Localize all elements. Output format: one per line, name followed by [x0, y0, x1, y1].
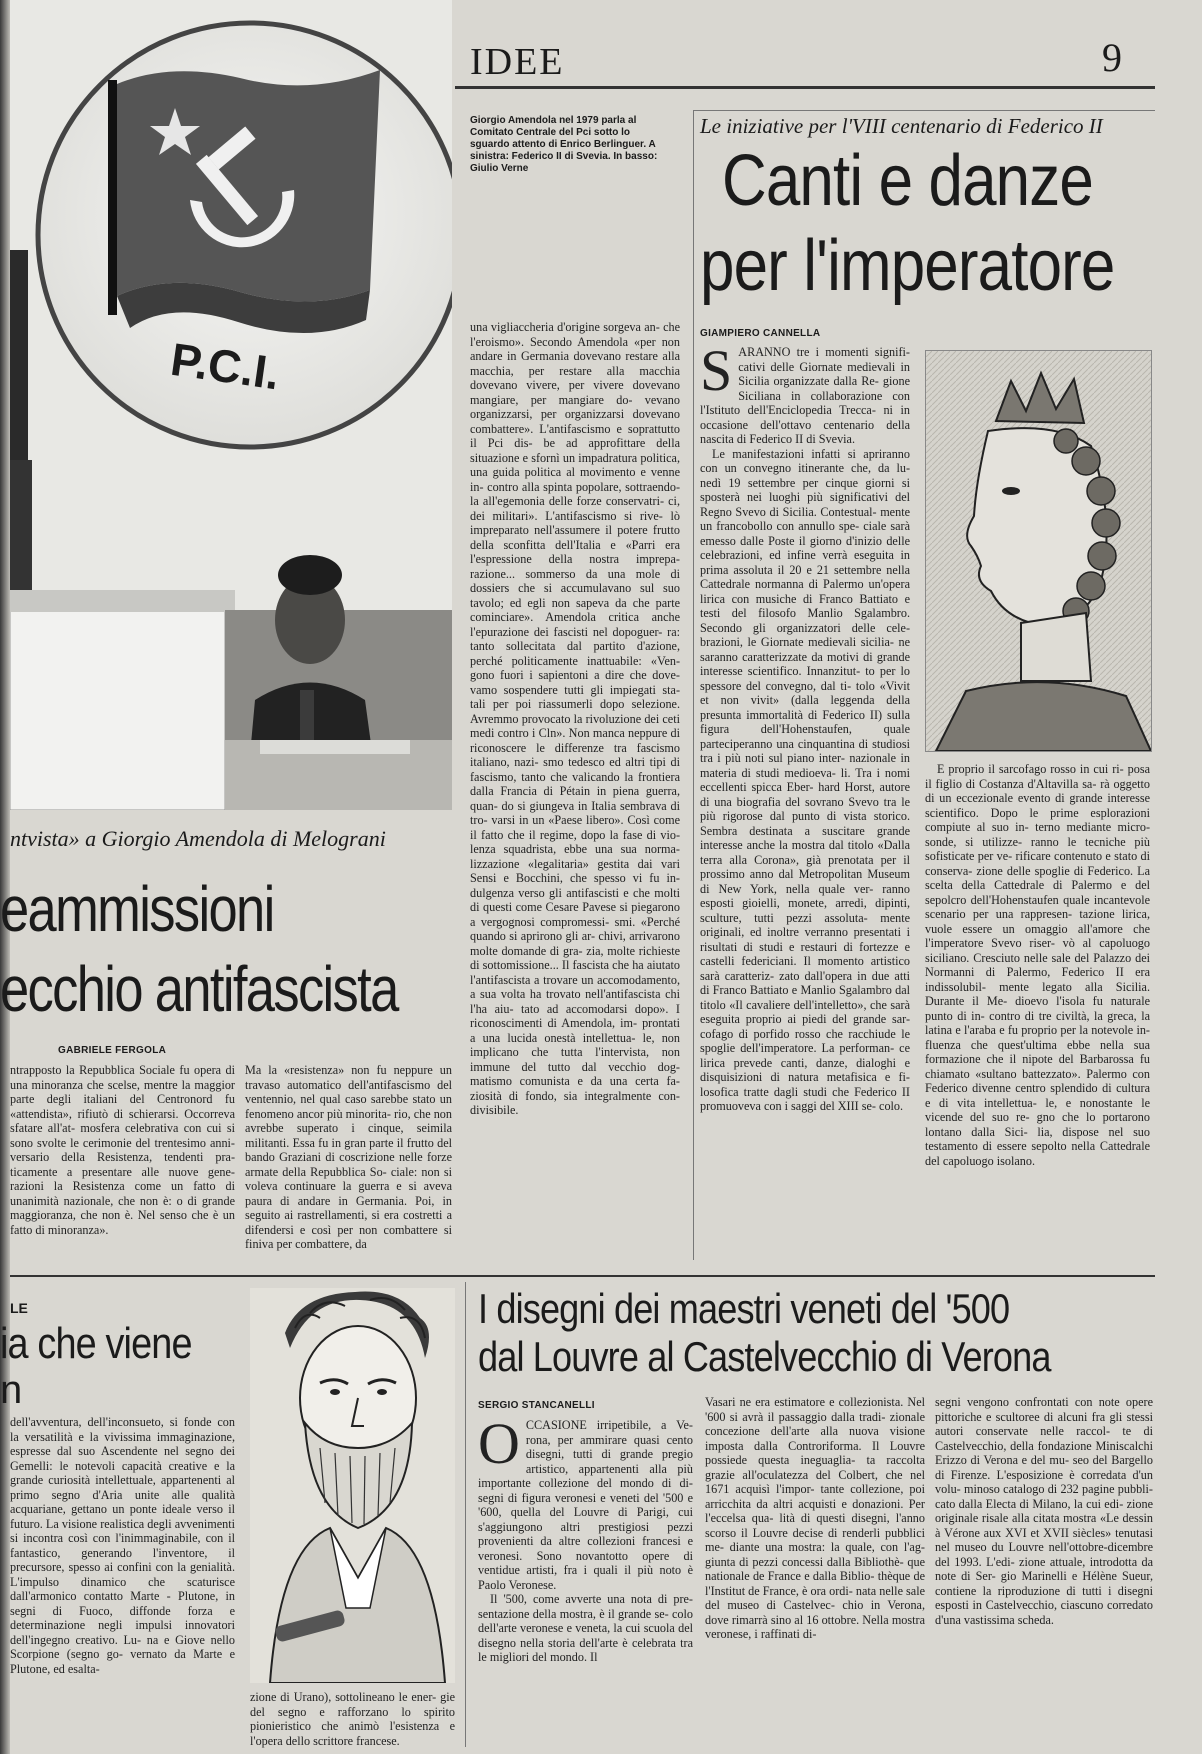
- verne-illustration: [250, 1288, 455, 1683]
- bottom-left-kicker: LE: [10, 1300, 28, 1316]
- right-article-kicker: Le iniziative per l'VIII centenario di Federico II: [700, 114, 1103, 138]
- bottom-right-byline: SERGIO STANCANELLI: [478, 1400, 595, 1411]
- left-article-kicker: ntvista» a Giorgio Amendola di Melograni: [10, 826, 386, 851]
- right-article-dropcap: S: [700, 345, 733, 403]
- bottom-right-col-3: [935, 1395, 1153, 1750]
- right-article-left-border: [693, 110, 694, 1260]
- middle-article-body: una vigliaccheria d'origine sorgeva an- che l'eroismo». Secondo Amendola «per non andare in Germania dovevano restare alla macchia, per restare alla macchia dovevano vivere, per vivere dovevano mangiare, per mangiare do- vevano organizzarsi, per organizzarsi dovevano combattere». L'antifascismo e soprattutto il Pci dis- be ad approfittare della situazione e sfornì un impadratura politica, una guida politica al movimento e venne in- contro alla spinta popolare, sottraendo- la all'egemonia delle forze conservatri- ci, dei militari». L'antifascismo si rive- lò impreparato nell'assumere il potere frutto della sconfitta dell'Italia e «Parri era l'espressione della nostra imprepa- razione... sommerso da una mole di dossiers che si accumulavano sul suo tavolo; ed egli non sapeva da che parte cominciare». Amendola critica anche l'epurazione dei fascisti nel dopoguer- ra: tanto sollecitata dal partito d'azione, perché politicamente inattuabile: «Ven- gono fuori i sapientoni a dire che dove- vamo sospendere tutti gli impiegati sta- tali per poi riassumerli dopo selezione. Avremmo provocato la rivoluzione dei ceti medi contro i Cln». Non manca neppure di riconoscere le differenze tra fascismo italiano, nazi- smo tedesco ed altri tipi di fascismo, tanto che valicando la frontiera dalla Francia di Pétain in piena guerra, quan- do si giungeva in Italia sembrava di tro- varsi in un «Paese libero». Così come il fatto che il regime, dopo la fase di vio- lenza squadrista, ebbe una sua norma- lizzazione «legalitaria» gestita dai vari Sensi e Bocchini, che spesso vi fu in- dulgenza verso gli antifascisti e che molti di questi come Cesare Pavese si piegarono a vergognosi compromessi- smi. «Perché quando si aprirono gli ar- chivi, arrivarono molte domande di gra- zia, molte richieste di sottomissione... Il fascista che ha aiutato l'antifascista a trovare un accomodamento, a sua volta ha trovato nell'antifascista chi l'ha aiu- tato ad accomodarsi dopo». I riconoscimenti di Amendola, im- prontati a una lucida onestà intellettua- le, non implicano che tutta l'intervista, non immune del tutto dal vecchio dog- matismo comunista e da una certa fa- ziosità di fondo, sia integralmente con- divisibile.: [470, 320, 680, 1117]
- right-article-col-2: [925, 762, 1150, 1262]
- bottom-right-body-1: Il '500, come avverte una nota di pre- sentazione della mostra, è il grande se- colo dell'arte veronese e veneta, la cui scuola del disegno nella storia dell'arte è celebrata tra le migliori del mondo. Il: [478, 1592, 693, 1664]
- section-divider: [10, 1275, 1155, 1277]
- right-article-byline: GIAMPIERO CANNELLA: [700, 328, 821, 339]
- bottom-right-body-3: segni vengono confrontati con note opere pittoriche e scultoree di alcuni fra gli stessi autori conservate nelle raccol- te di Castelvecchio, della fondazione Miniscalchi Erizzo di Verona e del mu- seo del Bargello di Firenze. L'esposizione è corredata d'un volu- minoso catalogo di 232 pagine pubbli- cato dalla Electa di Milano, la cui edi- zione originale risale alla citata mostra «Le dessin à Vérone aux XVI et XVII siècles» tenutasi nel museo du Louvre nell'ottobre-dicembre del 1993. L'edi- zione attuale, introdotta da note di Ser- gio Marinelli e Hélène Sueur, contiene la riproduzione di tutti i disegni esposti in Castelvecchio, ciascuno corredato d'una vastissima scheda.: [935, 1395, 1153, 1627]
- bottom-right-col-2: [705, 1395, 925, 1750]
- bottom-left-caption-body: zione di Urano), sottolineano le ener- gie del segno e rafforzano lo spirito pionieristico che animò l'esistenza e l'opera dello scrittore francese.: [250, 1690, 455, 1748]
- bottom-right-dropcap: O: [478, 1418, 520, 1476]
- right-article-headline-2: per l'imperatore: [700, 226, 1115, 306]
- pci-logo-icon: [10, 0, 452, 810]
- bottom-left-headline-2: n: [0, 1368, 23, 1412]
- left-article-col-2: [245, 1063, 452, 1273]
- section-header: [470, 40, 1202, 84]
- right-article-col-1: [700, 345, 910, 1260]
- bottom-left-caption-col: [250, 1690, 455, 1750]
- photo-caption: Giorgio Amendola nel 1979 parla al Comitato Centrale del Pci sotto lo sguardo attento di Enrico Berlinguer. A sinistra: Federico II di Svevia. In basso: Giulio Verne: [470, 115, 658, 174]
- right-article-top-border: [693, 110, 1155, 111]
- photo-pci-congress: [10, 0, 452, 810]
- bottom-left-col: [10, 1415, 235, 1745]
- bottom-right-headline-1: I disegni dei maestri veneti del '500: [478, 1285, 1010, 1332]
- right-article-headline-1: Canti e danze: [722, 141, 1093, 221]
- right-article-body-1: Le manifestazioni infatti si apriranno con un convegno itinerante che, da lu- nedì 19 settembre per cinque giorni si sposterà nei luoghi più significativi del Regno Svevo di Sicilia. Contestual- mente un francobollo con annullo spe- ciale sarà emesso dalle Poste il giorno d'inizio delle celebrazioni, ed infine verrà eseguita in prima assoluta il 20 e 21 settembre nella Cattedrale normanna di Palermo un'opera lirica con musiche di Franco Battiato e testi del filosofo Manlio Sgalambro. Secondo gli organizzatori delle cele- brazioni, le Giornate medievali sicilia- ne saranno caratterizzate da motivi di grande interesse scientifico. Innanzitut- to per lo spessore del convegno, dal ti- tolo «Vivit et non vivit» (dalla leggenda della presunta immortalità di Federico II) sulla figura dell'Hohenstaufen, quale parteciperanno una cinquantina di studiosi tra i più noti sul piano inter- nazionale in materia di studi medioeva- li. Tra i nomi eccellenti spicca Eber- hard Horst, autore di una biografia del sovrano Svevo tra le più rigorose dal punto di vista storico. Sembra destinata a suscitare grande interesse anche la mostra dal titolo «Dalla terra alla Corona», già prenotata per il prossimo anno dal Metropolitan Museum di New York, nella quale ver- ranno esposti gioielli, monete, arredi, dipinti, sculture, tutti pezzi assoluta- mente originali, ed inoltre verranno presentati i risultati di studi e restauri di fortezze e castelli federiciani. Il momento artistico sarà caratteriz- zato dall'opera in due atti di Franco Battiato e Manlio Sgalambro dal titolo «Il cavaliere dell'intelletto», che sarà eseguita proprio ai piedi del grande sar- cofago di porfido rosso che racchiude le spoglie dell'imperatore. La performan- ce lirica prevede canti, danze, dialoghi e disquisizioni di natura metafisica e fi- losofica tratte dagli studi che Federico II promuoveva con i saggi del XIII se- colo.: [700, 446, 910, 1113]
- header-rule: [455, 86, 1155, 89]
- bottom-right-lead: CCASIONE irripetibile, a Ve- rona, per ammirare quasi cento disegni, tutti di grande pregio artistico, appartenenti alla più importante collezione del mondo di di- segni di figura veronesi e veneti del '500 e '600, quella del Louvre di Parigi, cui s'aggiungono altri prestigiosi pezzi provenienti da altre collezioni francesi e veronesi. Sono novantotto opere di ventidue artisti, fra i quali il più noto è Paolo Veronese.: [478, 1418, 693, 1592]
- federico-portrait: [925, 350, 1152, 752]
- bottom-divider: [465, 1282, 466, 1747]
- section-title: IDEE: [470, 41, 565, 83]
- left-article-body-1: ntrapposto la Repubblica Sociale fu opera di una minoranza che scelse, mentre la maggior parte degli italiani del Centronord fu «attendista», rifiutò di schierarsi. Occorreva sfatare all'at- mosfera celebrativa con cui si sono svolte le cerimonie del trentesimo anni- versario della Resistenza, tendenti pra- ticamente a presentare alle nuove gene- razioni la Resistenza come un fatto di unanimità nazionale, che non è: o di grande maggioranza, che non è. Nel senso che è un fatto di minoranza».: [10, 1063, 235, 1237]
- bottom-left-body: dell'avventura, dell'inconsueto, si fonde con la versatilità e la vivissima immaginazione, espresse dal suo Ascendente nel segno dei Gemelli: le notevoli capacità creative e la grande curiosità intellettuale, appartenenti al primo segno d'Aria unite alle qualità acquariane, gettano un ponte ideale verso il futuro. La visione realistica degli avvenimenti si incontra così con l'inimmaginabile, con il fantastico, generando l'inventore, il precursore, spesso ai confini con la genialità. L'impulso dinamico che scaturisce dall'armonico contatto Marte - Plutone, in segni di Fuoco, diffonde forza e determinazione negli impulsi innovatori dell'ingegno creativo. Lu- na e Giove nello Scorpione (segno go- vernato da Marte e Plutone, ed esalta-: [10, 1415, 235, 1676]
- left-article-headline-2: ecchio antifascista: [0, 953, 398, 1025]
- bottom-right-col-1: [478, 1418, 693, 1748]
- middle-article-col: [470, 320, 680, 1260]
- right-article-body-2: E proprio il sarcofago rosso in cui ri- posa il figlio di Costanza d'Altavilla sa- rà oggetto di un eccezionale evento di grande interesse scientifico. Dopo le prime esplorazioni compiute al suo in- terno mediante micro-sonde, si utilizze- ranno le tecniche più sofisticate per ve- rificare contenuto e stato di conserva- zione delle spoglie di Federico. La scelta della Cattedrale di Palermo e del sepolcro dell'Hohenstaufen quale incantevole scenario per una rappresen- tazione lirica, vuole essere un omaggio all'amore che l'imperatore Svevo riser- vò al capoluogo siciliano. Cresciuto nelle sale del Palazzo dei Normanni di Palermo, Federico II era indissolubil- mente legato alla Sicilia. Durante il Me- dioevo l'isola fu naturale punto di in- contro di tre civiltà, la greca, la latina e l'araba e fu proprio per la notevole in- fluenza che quest'ultima ebbe nella sua formazione che il nipote del Barbarossa fu chiamato «sultano battezzato». Palermo con Federico divenne centro splendido di cultura e di vita intellettua- le, e nonostante le vicende del suo re- gno che lo portarono lontano dalla Sici- lia, dispose nel suo testamento di essere sepolto nella Cattedrale del capoluogo isolano.: [925, 762, 1150, 1168]
- svg-text:P.C.I.: P.C.I.: [167, 332, 283, 400]
- left-article-headline-1: eammissioni: [0, 873, 274, 945]
- left-article-body-2: Ma la «resistenza» non fu neppure un travaso automatico dell'antifascismo del ventennio, nel qual caso sarebbe stato un fenomeno ancor più minorita- rio, che non avrebbe superato i cinque, seimila militanti. Essa fu in gran parte il frutto del bando Graziani di coscrizione nelle forze armate della Repubblica So- ciale: non si voleva continuare la guerra e si aveva paura di andare in Germania. Poi, in seguito ai rastrellamenti, si era costretti a difendersi e così per non combattere si finiva per combattere, da: [245, 1063, 452, 1251]
- bottom-left-headline-1: ia che viene: [0, 1319, 192, 1368]
- left-article-byline: GABRIELE FERGOLA: [58, 1045, 167, 1056]
- page-number: 9: [1102, 35, 1122, 80]
- right-article-lead: ARANNO tre i momenti signifi- cativi delle Giornate medievali in Sicilia organizzate dalla Re- gione Siciliana in collaborazione con l'Istituto dell'Enciclopedia Trecca- ni in occasione dell'ottavo centenario della nascita di Federico II di Svevia.: [700, 345, 910, 446]
- bottom-right-headline-2: dal Louvre al Castelvecchio di Verona: [478, 1333, 1051, 1380]
- left-article-col-1: [10, 1063, 235, 1273]
- bottom-right-body-2: Vasari ne era estimatore e collezionista. Nel '600 si avrà il passaggio dalla tradi- zionale concezione dell'arte alla nuova visione imposta dalla Controriforma. Il Louvre possiede questa ineguaglia- ta raccolta grazie all'oculatezza del Colbert, che nel 1671 acquisì l'impor- tante collezione, poi arricchita da altri acquisti e donazioni. Per l'eccelsa qua- lità di questi disegni, l'anno scorso il Louvre decise di renderli pubblici me- diante una mostra: la quale, con l'ag- giunta di pezzi concessi dalla Bibliothè- que nationale de France e dalla Biblio- thèque de l'Institut de France, è ora ordi- nata nelle sale del museo di Castelvec- chio in Verona, dove rimarrà sino al 16 ottobre. Nella mostra veronese, i raffinati di-: [705, 1395, 925, 1641]
